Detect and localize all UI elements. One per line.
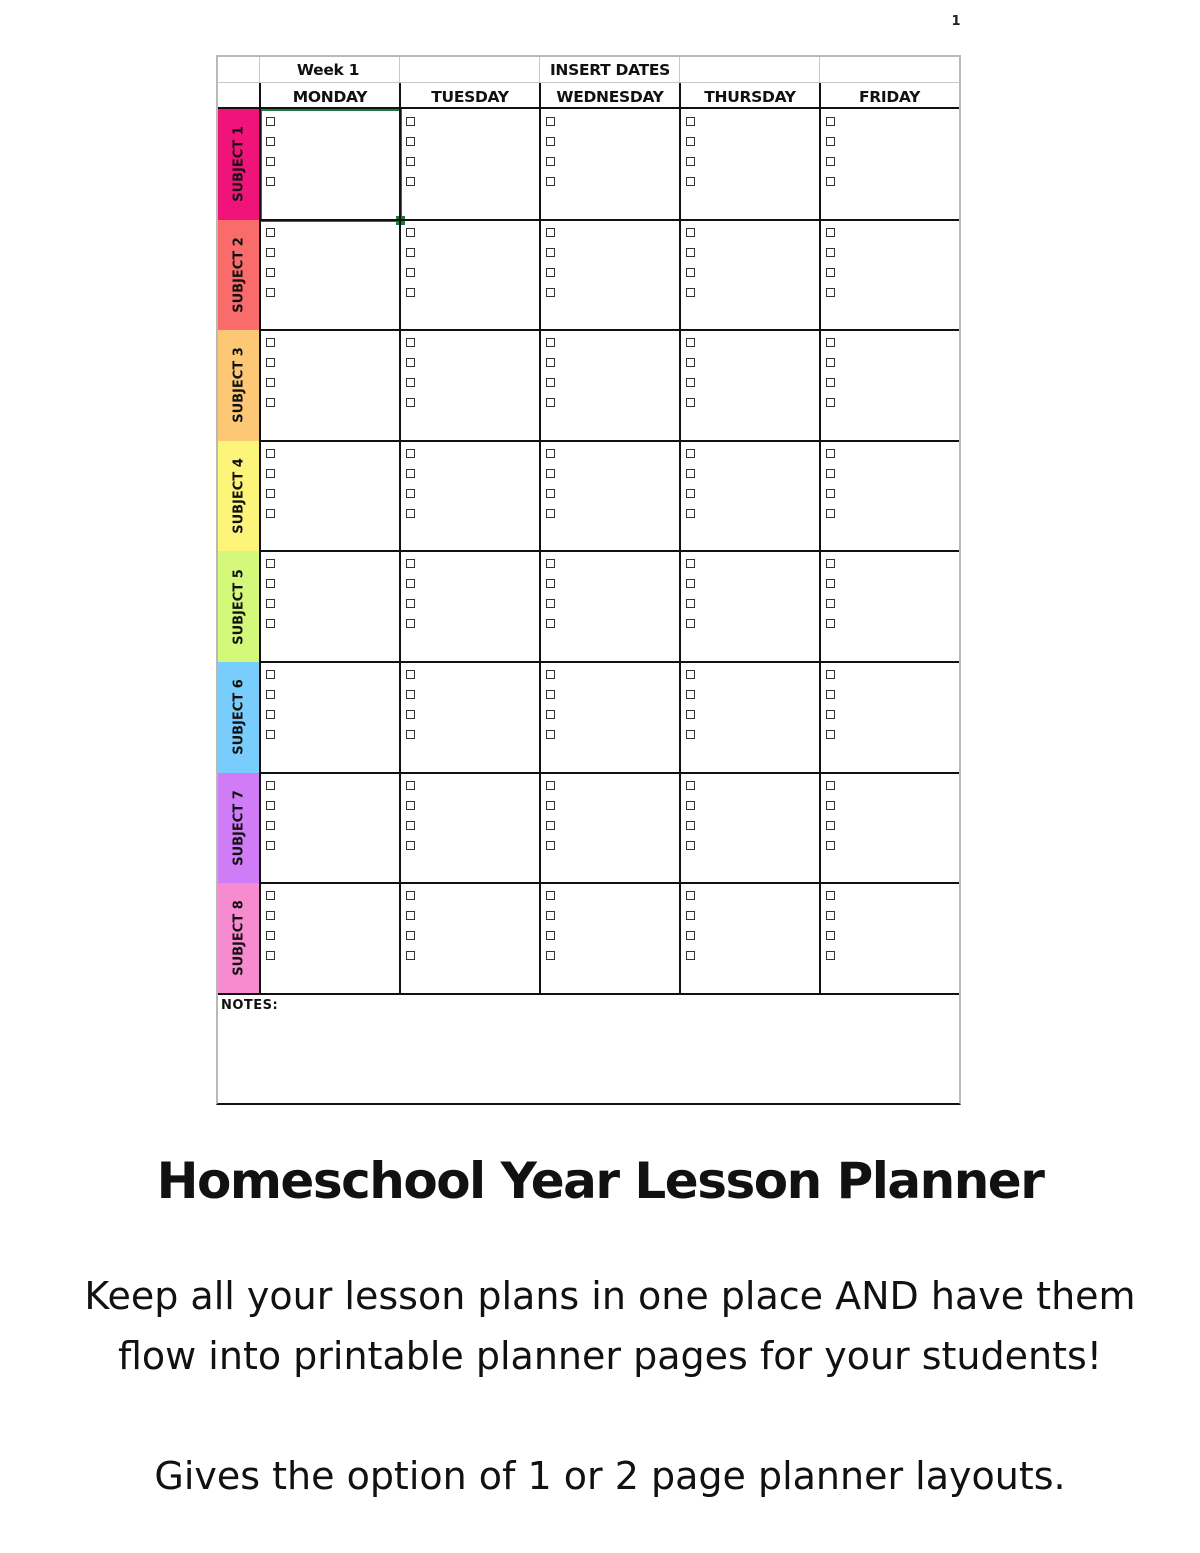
task-checkbox[interactable] — [826, 730, 835, 739]
task-checkbox[interactable] — [546, 579, 555, 588]
subject-label-8[interactable] — [218, 883, 260, 994]
subject-label-text: SUBJECT 6 — [231, 679, 247, 756]
page-title: Homeschool Year Lesson Planner — [156, 1152, 1044, 1210]
task-checkbox[interactable] — [826, 931, 835, 940]
planner-cell[interactable] — [680, 330, 820, 441]
task-checkbox[interactable] — [686, 891, 695, 900]
task-checkbox[interactable] — [266, 599, 275, 608]
task-checkbox[interactable] — [406, 931, 415, 940]
planner-cell[interactable] — [260, 662, 400, 773]
planner-cell[interactable] — [820, 220, 959, 331]
task-checkbox[interactable] — [826, 670, 835, 679]
planner-cell[interactable] — [680, 220, 820, 331]
planner-cell[interactable] — [260, 551, 400, 662]
task-checkbox[interactable] — [826, 469, 835, 478]
task-checkbox[interactable] — [266, 509, 275, 518]
task-checkbox[interactable] — [686, 821, 695, 830]
planner-cell[interactable] — [540, 883, 680, 994]
task-checkbox[interactable] — [826, 801, 835, 810]
task-checkbox[interactable] — [826, 619, 835, 628]
grid-horizontal-line — [260, 882, 959, 884]
task-checkbox[interactable] — [546, 599, 555, 608]
grid-horizontal-line — [218, 82, 959, 83]
task-checkbox[interactable] — [546, 469, 555, 478]
task-checkbox[interactable] — [826, 288, 835, 297]
planner-cell[interactable] — [400, 662, 540, 773]
task-checkbox[interactable] — [266, 137, 275, 146]
task-checkbox[interactable] — [266, 710, 275, 719]
task-checkbox[interactable] — [406, 228, 415, 237]
task-checkbox[interactable] — [546, 509, 555, 518]
task-checkbox[interactable] — [406, 177, 415, 186]
task-checkbox[interactable] — [826, 449, 835, 458]
grid-horizontal-line — [218, 993, 959, 995]
task-checkbox[interactable] — [266, 449, 275, 458]
task-checkbox[interactable] — [546, 710, 555, 719]
description-line-1: Keep all your lesson plans in one place AND have them — [84, 1274, 1136, 1318]
task-checkbox[interactable] — [406, 248, 415, 257]
task-checkbox[interactable] — [826, 157, 835, 166]
task-checkbox[interactable] — [266, 781, 275, 790]
task-checkbox[interactable] — [826, 599, 835, 608]
task-checkbox[interactable] — [546, 378, 555, 387]
grid-horizontal-line — [260, 550, 959, 552]
task-checkbox[interactable] — [826, 951, 835, 960]
task-checkbox[interactable] — [266, 338, 275, 347]
task-checkbox[interactable] — [826, 378, 835, 387]
description-line-3: Gives the option of 1 or 2 page planner layouts. — [154, 1454, 1066, 1498]
planner-cell[interactable] — [400, 441, 540, 552]
task-checkbox[interactable] — [546, 248, 555, 257]
day-header-monday[interactable]: MONDAY — [292, 88, 368, 106]
task-checkbox[interactable] — [406, 288, 415, 297]
task-checkbox[interactable] — [406, 137, 415, 146]
lesson-planner-sheet — [216, 55, 961, 1105]
task-checkbox[interactable] — [686, 157, 695, 166]
task-checkbox[interactable] — [686, 378, 695, 387]
task-checkbox[interactable] — [826, 509, 835, 518]
task-checkbox[interactable] — [826, 137, 835, 146]
grid-vertical-line — [539, 83, 541, 109]
planner-cell[interactable] — [260, 773, 400, 884]
task-checkbox[interactable] — [686, 559, 695, 568]
planner-cell[interactable] — [400, 883, 540, 994]
task-checkbox[interactable] — [546, 398, 555, 407]
task-checkbox[interactable] — [406, 821, 415, 830]
task-checkbox[interactable] — [686, 781, 695, 790]
planner-cell[interactable] — [400, 330, 540, 441]
grid-horizontal-line — [218, 107, 959, 109]
task-checkbox[interactable] — [266, 378, 275, 387]
day-header-thursday[interactable]: THURSDAY — [704, 88, 796, 106]
task-checkbox[interactable] — [406, 559, 415, 568]
planner-cell[interactable] — [260, 330, 400, 441]
task-checkbox[interactable] — [546, 268, 555, 277]
task-checkbox[interactable] — [406, 710, 415, 719]
planner-cell[interactable] — [820, 883, 959, 994]
planner-cell[interactable] — [680, 662, 820, 773]
grid-vertical-line — [819, 83, 821, 109]
task-checkbox[interactable] — [686, 951, 695, 960]
task-checkbox[interactable] — [686, 449, 695, 458]
subject-label-3[interactable] — [218, 330, 260, 441]
planner-cell[interactable] — [680, 551, 820, 662]
task-checkbox[interactable] — [266, 730, 275, 739]
task-checkbox[interactable] — [686, 137, 695, 146]
planner-cell[interactable] — [260, 883, 400, 994]
task-checkbox[interactable] — [826, 268, 835, 277]
planner-cell[interactable] — [400, 773, 540, 884]
task-checkbox[interactable] — [826, 248, 835, 257]
day-header-friday[interactable]: FRIDAY — [858, 88, 921, 106]
subject-label-1[interactable] — [218, 109, 260, 220]
planner-cell[interactable] — [680, 883, 820, 994]
insert-dates-label[interactable]: INSERT DATES — [549, 61, 671, 79]
task-checkbox[interactable] — [266, 821, 275, 830]
task-checkbox[interactable] — [406, 690, 415, 699]
task-checkbox[interactable] — [406, 951, 415, 960]
task-checkbox[interactable] — [266, 248, 275, 257]
task-checkbox[interactable] — [686, 670, 695, 679]
notes-label: NOTES: — [221, 997, 279, 1013]
task-checkbox[interactable] — [406, 489, 415, 498]
page-number: 1 — [951, 14, 961, 29]
task-checkbox[interactable] — [826, 710, 835, 719]
planner-cell[interactable] — [820, 441, 959, 552]
task-checkbox[interactable] — [266, 891, 275, 900]
task-checkbox[interactable] — [686, 619, 695, 628]
subject-label-text: SUBJECT 1 — [231, 126, 247, 203]
task-checkbox[interactable] — [686, 579, 695, 588]
task-checkbox[interactable] — [686, 228, 695, 237]
planner-cell[interactable] — [820, 109, 959, 220]
day-header-wednesday[interactable]: WEDNESDAY — [556, 88, 664, 106]
task-checkbox[interactable] — [546, 288, 555, 297]
task-checkbox[interactable] — [266, 619, 275, 628]
planner-cell[interactable] — [260, 441, 400, 552]
task-checkbox[interactable] — [546, 228, 555, 237]
task-checkbox[interactable] — [826, 781, 835, 790]
task-checkbox[interactable] — [266, 931, 275, 940]
subject-label-4[interactable] — [218, 441, 260, 552]
task-checkbox[interactable] — [266, 579, 275, 588]
subject-label-2[interactable] — [218, 220, 260, 331]
task-checkbox[interactable] — [826, 559, 835, 568]
task-checkbox[interactable] — [406, 449, 415, 458]
task-checkbox[interactable] — [546, 931, 555, 940]
planner-cell[interactable] — [260, 109, 400, 220]
task-checkbox[interactable] — [546, 801, 555, 810]
task-checkbox[interactable] — [826, 398, 835, 407]
task-checkbox[interactable] — [546, 358, 555, 367]
task-checkbox[interactable] — [546, 338, 555, 347]
planner-cell[interactable] — [540, 773, 680, 884]
task-checkbox[interactable] — [686, 730, 695, 739]
day-header-tuesday[interactable]: TUESDAY — [431, 88, 509, 106]
task-checkbox[interactable] — [686, 931, 695, 940]
task-checkbox[interactable] — [686, 268, 695, 277]
planner-cell[interactable] — [540, 551, 680, 662]
task-checkbox[interactable] — [546, 690, 555, 699]
task-checkbox[interactable] — [826, 690, 835, 699]
task-checkbox[interactable] — [406, 358, 415, 367]
task-checkbox[interactable] — [266, 117, 275, 126]
week-label[interactable]: Week 1 — [296, 61, 360, 79]
task-checkbox[interactable] — [546, 841, 555, 850]
grid-vertical-line — [399, 109, 401, 994]
task-checkbox[interactable] — [686, 177, 695, 186]
task-checkbox[interactable] — [686, 358, 695, 367]
planner-cell[interactable] — [680, 109, 820, 220]
task-checkbox[interactable] — [406, 801, 415, 810]
subject-label-text: SUBJECT 5 — [231, 568, 247, 645]
task-checkbox[interactable] — [266, 398, 275, 407]
task-checkbox[interactable] — [406, 398, 415, 407]
task-checkbox[interactable] — [826, 228, 835, 237]
task-checkbox[interactable] — [546, 157, 555, 166]
task-checkbox[interactable] — [406, 378, 415, 387]
task-checkbox[interactable] — [266, 358, 275, 367]
task-checkbox[interactable] — [266, 489, 275, 498]
task-checkbox[interactable] — [826, 338, 835, 347]
task-checkbox[interactable] — [406, 911, 415, 920]
planner-cell[interactable] — [540, 109, 680, 220]
task-checkbox[interactable] — [826, 117, 835, 126]
task-checkbox[interactable] — [546, 137, 555, 146]
task-checkbox[interactable] — [406, 841, 415, 850]
task-checkbox[interactable] — [686, 469, 695, 478]
task-checkbox[interactable] — [546, 619, 555, 628]
grid-vertical-line — [679, 109, 681, 994]
task-checkbox[interactable] — [406, 469, 415, 478]
subject-label-text: SUBJECT 3 — [231, 347, 247, 424]
task-checkbox[interactable] — [686, 599, 695, 608]
task-checkbox[interactable] — [686, 911, 695, 920]
planner-cell[interactable] — [680, 773, 820, 884]
grid-vertical-line — [819, 109, 821, 994]
subject-label-7[interactable] — [218, 773, 260, 884]
task-checkbox[interactable] — [546, 177, 555, 186]
subject-label-text: SUBJECT 2 — [231, 237, 247, 313]
task-checkbox[interactable] — [406, 338, 415, 347]
task-checkbox[interactable] — [826, 841, 835, 850]
grid-horizontal-line — [260, 329, 959, 331]
task-checkbox[interactable] — [266, 288, 275, 297]
task-checkbox[interactable] — [266, 228, 275, 237]
planner-cell[interactable] — [820, 330, 959, 441]
subject-label-6[interactable] — [218, 662, 260, 773]
task-checkbox[interactable] — [546, 951, 555, 960]
task-checkbox[interactable] — [686, 398, 695, 407]
task-checkbox[interactable] — [266, 670, 275, 679]
task-checkbox[interactable] — [546, 781, 555, 790]
grid-vertical-line — [259, 109, 261, 994]
task-checkbox[interactable] — [546, 559, 555, 568]
task-checkbox[interactable] — [826, 911, 835, 920]
task-checkbox[interactable] — [686, 509, 695, 518]
task-checkbox[interactable] — [686, 841, 695, 850]
task-checkbox[interactable] — [686, 248, 695, 257]
task-checkbox[interactable] — [546, 489, 555, 498]
planner-cell[interactable] — [820, 662, 959, 773]
task-checkbox[interactable] — [546, 449, 555, 458]
task-checkbox[interactable] — [266, 559, 275, 568]
task-checkbox[interactable] — [266, 911, 275, 920]
task-checkbox[interactable] — [406, 599, 415, 608]
planner-cell[interactable] — [540, 441, 680, 552]
planner-cell[interactable] — [680, 441, 820, 552]
task-checkbox[interactable] — [406, 268, 415, 277]
grid-horizontal-line — [260, 661, 959, 663]
task-checkbox[interactable] — [826, 821, 835, 830]
task-checkbox[interactable] — [266, 469, 275, 478]
grid-horizontal-line — [260, 219, 959, 221]
task-checkbox[interactable] — [406, 619, 415, 628]
planner-cell[interactable] — [540, 330, 680, 441]
task-checkbox[interactable] — [406, 157, 415, 166]
subject-label-5[interactable] — [218, 551, 260, 662]
task-checkbox[interactable] — [266, 177, 275, 186]
task-checkbox[interactable] — [406, 117, 415, 126]
task-checkbox[interactable] — [406, 579, 415, 588]
task-checkbox[interactable] — [546, 821, 555, 830]
grid-horizontal-line — [260, 440, 959, 442]
planner-cell[interactable] — [400, 220, 540, 331]
task-checkbox[interactable] — [266, 268, 275, 277]
grid-vertical-line — [679, 83, 681, 109]
task-checkbox[interactable] — [266, 690, 275, 699]
task-checkbox[interactable] — [546, 891, 555, 900]
task-checkbox[interactable] — [266, 801, 275, 810]
grid-vertical-line — [259, 83, 261, 109]
task-checkbox[interactable] — [686, 690, 695, 699]
task-checkbox[interactable] — [826, 891, 835, 900]
task-checkbox[interactable] — [406, 891, 415, 900]
task-checkbox[interactable] — [546, 730, 555, 739]
task-checkbox[interactable] — [406, 670, 415, 679]
task-checkbox[interactable] — [546, 911, 555, 920]
subject-label-text: SUBJECT 8 — [231, 900, 247, 977]
planner-cell[interactable] — [540, 662, 680, 773]
grid-horizontal-line — [260, 772, 959, 774]
task-checkbox[interactable] — [686, 801, 695, 810]
task-checkbox[interactable] — [826, 177, 835, 186]
planner-cell[interactable] — [820, 551, 959, 662]
task-checkbox[interactable] — [546, 670, 555, 679]
planner-cell[interactable] — [400, 551, 540, 662]
task-checkbox[interactable] — [266, 951, 275, 960]
task-checkbox[interactable] — [406, 509, 415, 518]
grid-vertical-line — [539, 109, 541, 994]
task-checkbox[interactable] — [406, 781, 415, 790]
subject-label-text: SUBJECT 4 — [231, 458, 247, 534]
task-checkbox[interactable] — [266, 841, 275, 850]
task-checkbox[interactable] — [686, 338, 695, 347]
planner-cell[interactable] — [260, 220, 400, 331]
task-checkbox[interactable] — [826, 579, 835, 588]
task-checkbox[interactable] — [406, 730, 415, 739]
task-checkbox[interactable] — [686, 489, 695, 498]
subject-label-text: SUBJECT 7 — [231, 790, 247, 866]
planner-cell[interactable] — [540, 220, 680, 331]
planner-cell[interactable] — [400, 109, 540, 220]
task-checkbox[interactable] — [266, 157, 275, 166]
description-line-2: flow into printable planner pages for your students! — [117, 1334, 1103, 1378]
task-checkbox[interactable] — [686, 710, 695, 719]
task-checkbox[interactable] — [546, 117, 555, 126]
task-checkbox[interactable] — [826, 358, 835, 367]
task-checkbox[interactable] — [686, 288, 695, 297]
grid-vertical-line — [399, 83, 401, 109]
task-checkbox[interactable] — [826, 489, 835, 498]
task-checkbox[interactable] — [686, 117, 695, 126]
planner-cell[interactable] — [820, 773, 959, 884]
